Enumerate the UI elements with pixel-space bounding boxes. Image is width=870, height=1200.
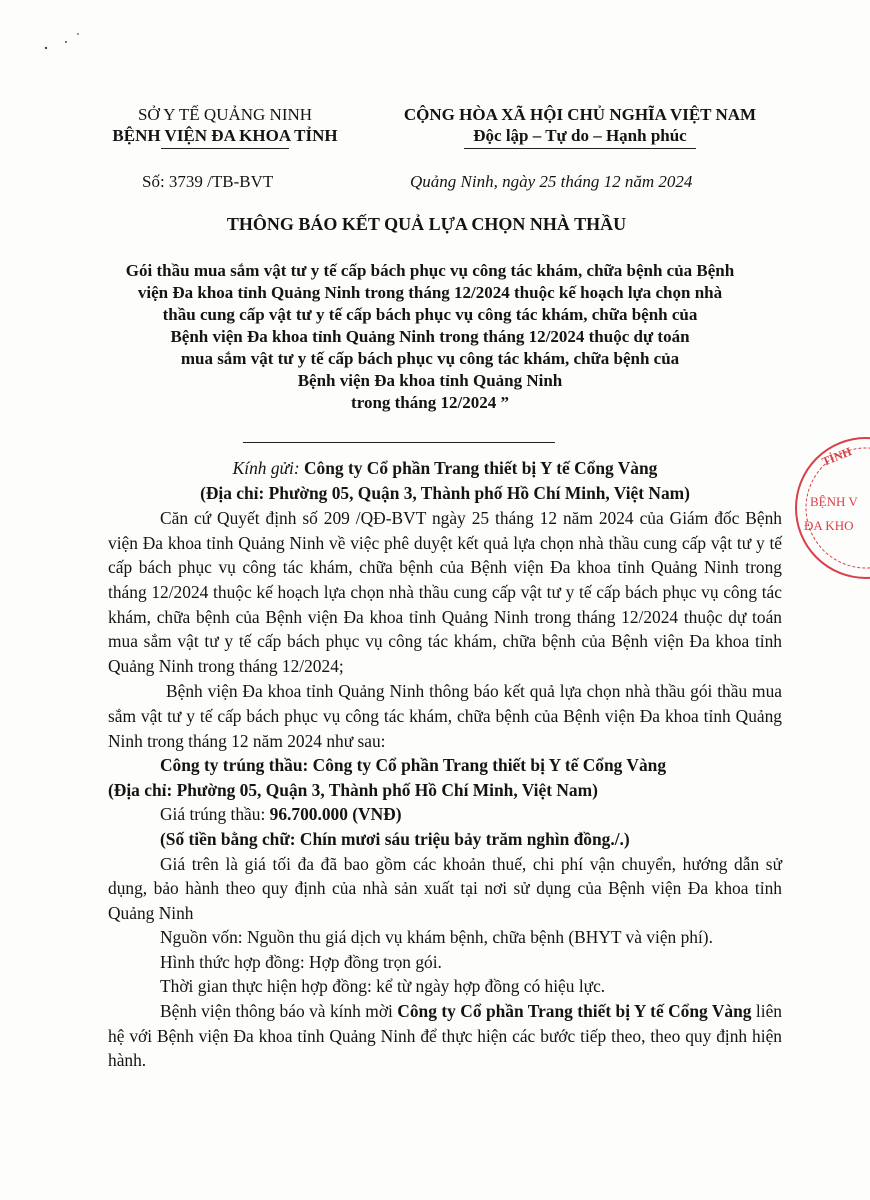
price-label: Giá trúng thầu: xyxy=(160,804,266,825)
agency-name: SỞ Y TẾ QUẢNG NINH xyxy=(137,105,313,124)
document-title: THÔNG BÁO KẾT QUẢ LỰA CHỌN NHÀ THẦU xyxy=(226,214,627,234)
recipient-address: (Địa chỉ: Phường 05, Quận 3, Thành phố Hồ Chí Minh, Việt Nam) xyxy=(200,482,690,503)
invite-company: Công ty Cổ phần Trang thiết bị Y tế Cổng Vàng xyxy=(397,1001,752,1022)
recipient-line xyxy=(108,456,782,481)
subject-line: Gói thầu mua sắm vật tư y tế cấp bách phục vụ công tác khám, chữa bệnh của Bệnh xyxy=(125,261,735,280)
contract-time: Thời gian thực hiện hợp đồng: kể từ ngày hợp đồng có hiệu lực. xyxy=(160,976,606,997)
price-words: (Số tiền bằng chữ: Chín mươi sáu triệu bảy trăm nghìn đồng./.) xyxy=(160,828,630,849)
recipient-label: Kính gửi: xyxy=(232,458,300,478)
document-body xyxy=(108,456,782,1073)
issuer-underline xyxy=(161,148,289,149)
subject-line: Bệnh viện Đa khoa tỉnh Quảng Ninh trong tháng 12/2024 thuộc dự toán xyxy=(170,327,690,346)
price-value: 96.700.000 (VNĐ) xyxy=(269,804,402,825)
hospital-seal xyxy=(780,430,870,580)
funding-source: Nguồn vốn: Nguồn thu giá dịch vụ khám bệnh, chữa bệnh (BHYT và viện phí). xyxy=(160,927,713,948)
issuer-block xyxy=(100,104,350,149)
price-note: Giá trên là giá tối đa đã bao gồm các khoản thuế, chi phí vận chuyển, hướng dẫn sử dụng, bảo hành theo quy định của nhà sản xuất tại nơi sử dụng của Bệnh viện Đa khoa tỉnh Quảng Ninh xyxy=(108,853,782,923)
subject-line: Bệnh viện Đa khoa tỉnh Quảng Ninh xyxy=(297,371,563,390)
winner-address: (Địa chỉ: Phường 05, Quận 3, Thành phố Hồ Chí Minh, Việt Nam) xyxy=(108,779,598,800)
seal-text-bottom: ĐA KHO xyxy=(804,518,854,533)
hospital-name: BỆNH VIỆN ĐA KHOA TỈNH xyxy=(112,126,338,145)
national-header xyxy=(370,104,790,149)
announce-paragraph: Bệnh viện Đa khoa tỉnh Quảng Ninh thông báo kết quả lựa chọn nhà thầu gói thầu mua sắm vật tư y tế cấp bách phục vụ công tác khám, chữa bệnh của Bệnh viện Đa khoa tỉnh Quảng Ninh trong tháng 12 năm 2024 như sau: xyxy=(108,681,782,751)
place-date: Quảng Ninh, ngày 25 tháng 12 năm 2024 xyxy=(410,172,693,191)
scan-specks xyxy=(30,22,90,62)
recipient-name: Công ty Cổ phần Trang thiết bị Y tế Cổng Vàng xyxy=(304,458,658,478)
subject-line: viện Đa khoa tỉnh Quảng Ninh trong tháng 12/2024 thuộc kế hoạch lựa chọn nhà xyxy=(137,283,723,302)
subject-line: trong tháng 12/2024 ” xyxy=(351,393,509,412)
divider-line xyxy=(243,442,555,443)
document-number: Số: 3739 /TB-BVT xyxy=(142,172,274,191)
invite-paragraph: Bệnh viện thông báo và kính mời Công ty Cổ phần Trang thiết bị Y tế Cổng Vàng liên hệ với Bệnh viện Đa khoa tỉnh Quảng Ninh để thực hiện các bước tiếp theo, theo quy định hiện hành. xyxy=(108,1001,782,1071)
price-line xyxy=(108,802,782,827)
winner-line: Công ty trúng thầu: Công ty Cổ phần Trang thiết bị Y tế Cổng Vàng xyxy=(160,755,667,776)
subject-line: thầu cung cấp vật tư y tế cấp bách phục vụ công tác khám, chữa bệnh của xyxy=(162,305,698,324)
motto: Độc lập – Tự do – Hạnh phúc xyxy=(473,126,687,145)
subject-line: mua sắm vật tư y tế cấp bách phục vụ công tác khám, chữa bệnh của xyxy=(180,349,680,368)
seal-text-mid: BỆNH V xyxy=(810,494,858,509)
country-name: CỘNG HÒA XÃ HỘI CHỦ NGHĨA VIỆT NAM xyxy=(403,105,757,124)
subject-block xyxy=(80,260,780,414)
motto-underline xyxy=(464,148,696,149)
seal-text-top: TỈNH xyxy=(819,444,854,469)
contract-type: Hình thức hợp đồng: Hợp đồng trọn gói. xyxy=(160,951,442,972)
basis-paragraph: Căn cứ Quyết định số 209 /QĐ-BVT ngày 25 tháng 12 năm 2024 của Giám đốc Bệnh viện Đa khoa tỉnh Quảng Ninh về việc phê duyệt kết quả lựa chọn nhà thầu cung cấp vật tư y tế cấp bách phục vụ công tác khám, chữa bệnh của Bệnh viện Đa khoa tỉnh Quảng Ninh trong tháng 12/2024 thuộc kế hoạch lựa chọn nhà thầu cung cấp vật tư y tế cấp bách phục vụ công tác khám, chữa bệnh của Bệnh viện Đa khoa tỉnh Quảng Ninh trong tháng 12/2024 thuộc dự toán mua sắm vật tư y tế cấp bách phục vụ công tác khám, chữa bệnh của Bệnh viện Đa khoa tỉnh Quảng Ninh trong tháng 12/2024; xyxy=(108,508,782,676)
